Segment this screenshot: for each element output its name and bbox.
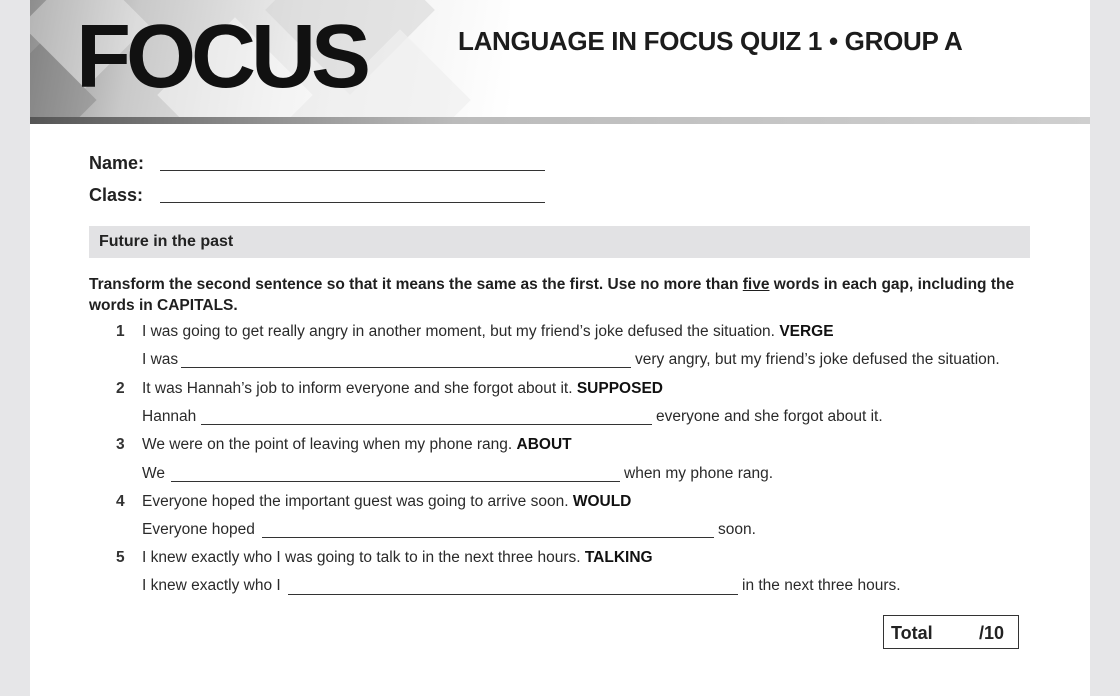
quiz-title: LANGUAGE IN FOCUS QUIZ 1 • GROUP A (458, 26, 963, 56)
answer-suffix: very angry, but my friend’s joke defused the situation. (635, 351, 1000, 368)
question-keyword: WOULD (572, 493, 632, 510)
class-label: Class: (89, 185, 144, 205)
focus-logo: FOCUS (76, 7, 366, 107)
question-number: 1 (116, 323, 125, 340)
answer-prefix: I was (142, 351, 179, 368)
answer-prefix: Hannah (142, 408, 197, 425)
class-field[interactable] (160, 202, 545, 203)
section-title: Future in the past (99, 233, 234, 250)
instructions-emphasis: five (742, 276, 770, 293)
name-field[interactable] (160, 170, 545, 171)
answer-suffix: everyone and she forgot about it. (656, 408, 883, 425)
question-number: 3 (116, 436, 125, 453)
question-keyword: ABOUT (516, 436, 572, 453)
answer-prefix: We (142, 465, 165, 482)
question-keyword: VERGE (779, 323, 834, 340)
question-keyword: TALKING (584, 549, 653, 566)
question-text: Everyone hoped the important guest was going to arrive soon. WOULD (142, 493, 632, 510)
header-banner (30, 0, 1090, 118)
name-label: Name: (89, 153, 145, 173)
question-keyword: SUPPOSED (576, 380, 663, 397)
answer-suffix: in the next three hours. (742, 577, 901, 594)
question-text: I knew exactly who I was going to talk to in the next three hours. TALKING (142, 549, 653, 566)
question-text: We were on the point of leaving when my phone rang. ABOUT (142, 436, 572, 453)
answer-gap[interactable] (171, 481, 620, 482)
section-header (89, 226, 1030, 258)
question-text: I was going to get really angry in another moment, but my friend’s joke defused the situation. VERGE (142, 323, 834, 340)
question-number: 4 (116, 493, 125, 510)
header-rule (30, 117, 1090, 124)
answer-suffix: soon. (718, 521, 756, 538)
instructions: Transform the second sentence so that it means the same as the first. Use no more than five words in each gap, including the words in CAPITALS. (89, 276, 1015, 314)
answer-gap[interactable] (288, 594, 738, 595)
question-text: It was Hannah’s job to inform everyone and she forgot about it. SUPPOSED (142, 380, 663, 397)
answer-suffix: when my phone rang. (624, 465, 774, 482)
answer-prefix: Everyone hoped (142, 521, 255, 538)
answer-gap[interactable] (262, 537, 714, 538)
answer-gap[interactable] (181, 367, 631, 368)
total-box (883, 615, 1019, 649)
total-score: /10 (979, 623, 1005, 643)
question-number: 2 (116, 380, 125, 397)
answer-gap[interactable] (201, 424, 652, 425)
quiz-page (30, 0, 1090, 696)
question-number: 5 (116, 549, 125, 566)
answer-prefix: I knew exactly who I (142, 577, 281, 594)
total-label: Total (891, 623, 933, 643)
